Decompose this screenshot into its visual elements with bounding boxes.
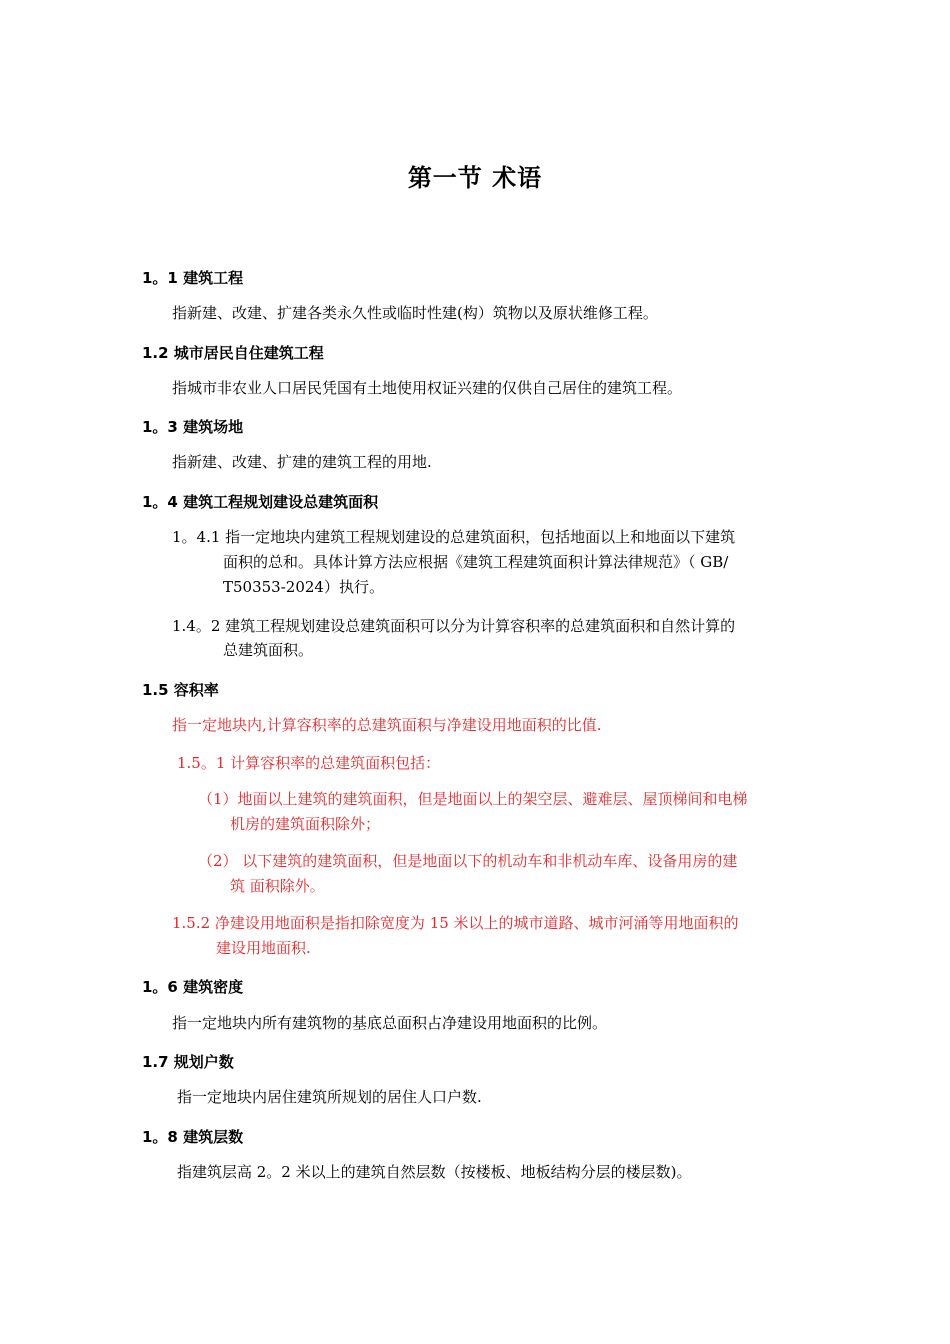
heading-1-8: 1。8 建筑层数 — [142, 1128, 244, 1146]
heading-1-4: 1。4 建筑工程规划建设总建筑面积 — [142, 493, 379, 511]
page-title: 第一节 术语 — [407, 164, 543, 192]
heading-1-3: 1。3 建筑场地 — [142, 418, 244, 436]
item-1-4-2-line2: 总建筑面积。 — [223, 641, 314, 659]
item-1-4-1-line2: 面积的总和。具体计算方法应根据《建筑工程建筑面积计算法律规范》（ GB/ — [223, 553, 729, 571]
paragraph-1-8: 指建筑层高 2。2 米以上的建筑自然层数（按楼板、地板结构分层的楼层数)。 — [177, 1163, 692, 1181]
heading-1-2: 1.2 城市居民自住建筑工程 — [142, 344, 324, 362]
paragraph-1-5: 指一定地块内,计算容积率的总建筑面积与净建设用地面积的比值. — [172, 716, 602, 734]
paragraph-1-1: 指新建、改建、扩建各类永久性或临时性建(构）筑物以及原状维修工程。 — [172, 304, 658, 322]
sub-item-1-line1: （1）地面以上建筑的建筑面积，但是地面以上的架空层、避难层、屋顶梯间和电梯 — [198, 790, 748, 808]
heading-1-6: 1。6 建筑密度 — [142, 978, 244, 996]
heading-1-5: 1.5 容积率 — [142, 681, 219, 699]
item-1-4-1-line1: 1。4.1 指一定地块内建筑工程规划建设的总建筑面积，包括地面以上和地面以下建筑 — [172, 528, 736, 546]
sub-item-2-line1: （2） 以下建筑的建筑面积，但是地面以下的机动车和非机动车库、设备用房的建 — [198, 852, 738, 870]
paragraph-1-3: 指新建、改建、扩建的建筑工程的用地. — [172, 453, 432, 471]
paragraph-1-7: 指一定地块内居住建筑所规划的居住人口户数. — [177, 1088, 482, 1106]
heading-1-1: 1。1 建筑工程 — [142, 269, 244, 287]
item-1-4-1-line3: T50353-2024）执行。 — [223, 578, 384, 596]
item-1-5-1: 1.5。1 计算容积率的总建筑面积包括： — [177, 754, 441, 772]
sub-item-1-line2: 机房的建筑面积除外； — [230, 815, 381, 833]
sub-item-2-line2: 筑 面积除外。 — [230, 877, 325, 895]
item-1-5-2-line1: 1.5.2 净建设用地面积是指扣除宽度为 15 米以上的城市道路、城市河涌等用地面积的 — [172, 914, 739, 932]
paragraph-1-2: 指城市非农业人口居民凭国有土地使用权证兴建的仅供自己居住的建筑工程。 — [172, 379, 683, 397]
paragraph-1-6: 指一定地块内所有建筑物的基底总面积占净建设用地面积的比例。 — [172, 1014, 608, 1032]
item-1-5-2-line2: 建设用地面积. — [216, 939, 311, 957]
heading-1-7: 1.7 规划户数 — [142, 1053, 234, 1071]
item-1-4-2-line1: 1.4。2 建筑工程规划建设总建筑面积可以分为计算容积率的总建筑面积和自然计算的 — [172, 617, 736, 635]
